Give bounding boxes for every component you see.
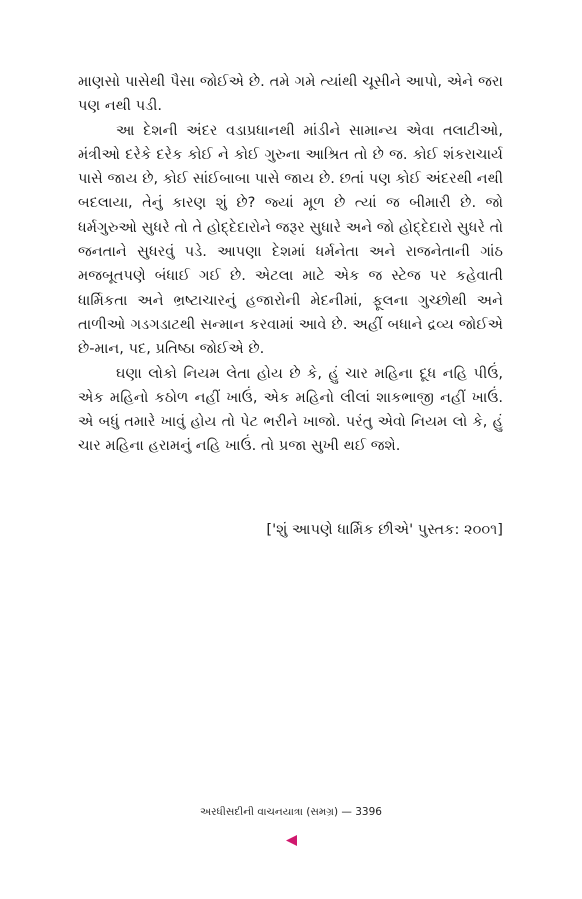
triangle-left-icon: [286, 835, 297, 846]
paragraph-3: ઘણા લોકો નિયમ લેતા હોય છે કે, હું ચાર મહિના દૂધ નહિ પીઉં, એક મહિનો કઠોળ નહીં ખાઉં, એક મહિનો લીલાં શાકભાજી નહીં ખાઉં. એ બધું તમારે ખાવું હોય તો પેટ ભરીને ખાજો. પરંતુ એવો નિયમ લો કે, હું ચાર મહિના હરામનું નહિ ખાઉં. તો પ્રજા સુખી થઈ જશે.: [78, 364, 503, 455]
page-footer: અરધીસદીની વાચનયાત્રા (સમગ્ર) — 3396: [200, 806, 382, 818]
document-body: [78, 70, 503, 459]
paragraph-2: આ દેશની અંદર વડાપ્રધાનથી માંડીને સામાન્ય એવા તલાટીઓ, મંત્રીઓ દરેકે દરેક કોઈ ને કોઈ ગુરુના આશ્રિત તો છે જ. કોઈ શંકરાચાર્ય પાસે જાય છે, કોઈ સાંઈબાબા પાસે જાય છે. છતાં પણ કોઈ અંદરથી નથી બદલાયા, તેનું કારણ શું છે? જ્યાં મૂળ છે ત્યાં જ બીમારી છે. જો ધર્મગુરુઓ સુધરે તો તે હોદ્દેદારોને જરૂર સુધારે અને જો હોદ્દેદારો સુધરે તો જનતાને સુધરવું પડે. આપણા દેશમાં ધર્મનેતા અને રાજનેતાની ગાંઠ મજબૂતપણે બંધાઈ ગઈ છે. એટલા માટે એક જ સ્ટેજ પર કહેવાતી ધાર્મિકતા અને ભ્રષ્ટાચારનું હજારોની મેદનીમાં, ફૂલના ગુચ્છોથી અને તાળીઓ ગડગડાટથી સન્માન કરવામાં આવે છે. અહીં બધાને દ્રવ્ય જોઈએ છે-માન, પદ, પ્રતિષ્ઠા જોઈએ છે.: [78, 121, 503, 358]
previous-page-button[interactable]: [284, 834, 298, 846]
source-citation: ['શું આપણે ધાર્મિક છીએ' પુસ્તક: ૨૦૦૧]: [266, 521, 503, 538]
paragraph-1: માણસો પાસેથી પૈસા જોઈએ છે. તમે ગમે ત્યાંથી ચૂસીને આપો, એને જરા પણ નથી પડી.: [78, 73, 503, 115]
